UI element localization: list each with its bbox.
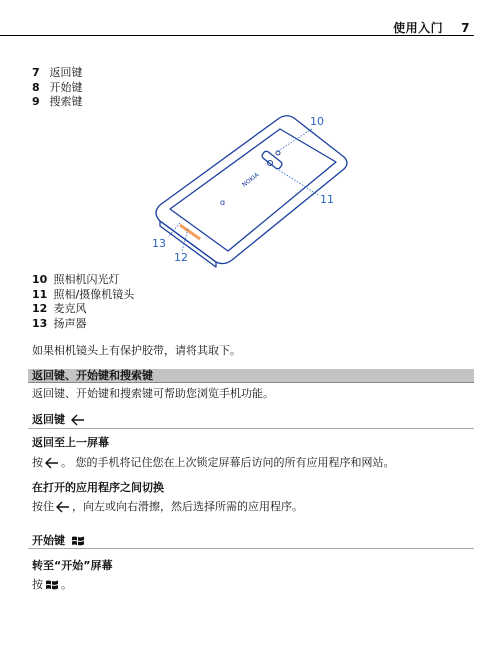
- back-key-heading-text: 返回键: [32, 413, 65, 426]
- item-number: 7: [32, 66, 40, 79]
- item-number: 10: [32, 273, 48, 286]
- leader-11: [274, 167, 318, 195]
- switch-apps-title: 在打开的应用程序之间切换: [32, 481, 164, 494]
- phone-back-panel: [170, 129, 336, 251]
- back-arrow-icon: [56, 501, 70, 513]
- header-title: 使用入门: [393, 21, 444, 35]
- go-start-desc: 。: [61, 578, 72, 591]
- back-key-rule: [28, 428, 474, 429]
- item-number: 12: [32, 302, 48, 315]
- item-label: 开始键: [49, 80, 83, 94]
- press-label: 按: [32, 578, 43, 591]
- item-number: 9: [32, 95, 40, 108]
- section-title: 返回键、开始键和搜索键: [32, 369, 153, 382]
- back-prev-title: 返回至上一屏幕: [32, 436, 109, 449]
- back-prev-desc: 。 您的手机将记住您在上次锁定屏幕后访问的所有应用程序和网站。: [61, 456, 395, 469]
- start-key-rule: [28, 548, 474, 549]
- camera-flash-dot: [276, 151, 280, 155]
- section-intro: 返回键、开始键和搜索键可帮助您浏览手机功能。: [32, 387, 274, 400]
- go-start-title: 转至“开始”屏幕: [32, 559, 113, 572]
- header-rule: [0, 35, 474, 36]
- callout-13: 13: [152, 237, 166, 250]
- list-item: [32, 273, 134, 288]
- item-label: 照相机闪光灯: [53, 273, 120, 286]
- callout-12: 12: [174, 251, 188, 264]
- item-number: 8: [32, 80, 40, 94]
- phone-back-diagram: [140, 105, 360, 275]
- list-item: [32, 302, 134, 317]
- list-item: [32, 66, 83, 81]
- item-label: 照相/摄像机镜头: [53, 287, 135, 301]
- callout-10: 10: [310, 115, 324, 128]
- brand-mark: ɑ: [220, 198, 226, 207]
- keys-list: [32, 66, 83, 110]
- back-prev-text: [32, 456, 395, 470]
- back-arrow-icon: [71, 414, 85, 426]
- go-start-text: [32, 578, 72, 592]
- phone-edge: [160, 221, 216, 267]
- item-label: 麦克风: [53, 302, 87, 315]
- list-item: [32, 288, 134, 303]
- protect-note: 如果相机镜头上有保护胶带，请将其取下。: [32, 344, 241, 357]
- back-key-heading: [32, 413, 87, 427]
- item-number: 11: [32, 287, 48, 301]
- leader-10: [278, 129, 312, 151]
- list-item: [32, 95, 83, 110]
- switch-apps-desc: ，向左或向右滑擦，然后选择所需的应用程序。: [72, 500, 303, 513]
- page-header: [393, 19, 470, 36]
- windows-logo-icon: [71, 535, 85, 547]
- start-key-heading-text: 开始键: [32, 534, 65, 547]
- nokia-logo: NOKIA: [240, 171, 261, 189]
- camera-list: [32, 273, 134, 331]
- list-item: [32, 317, 134, 332]
- start-key-heading: [32, 534, 87, 548]
- page-number: 7: [461, 21, 470, 35]
- windows-logo-icon: [45, 579, 59, 591]
- item-label: 返回键: [49, 66, 83, 79]
- speaker-grille: [180, 225, 200, 239]
- item-label: 扬声器: [53, 316, 87, 330]
- list-item: [32, 81, 83, 96]
- item-number: 13: [32, 316, 48, 330]
- hold-label: 按住: [32, 500, 54, 513]
- back-arrow-icon: [45, 457, 59, 469]
- press-label: 按: [32, 456, 43, 469]
- switch-apps-text: [32, 500, 303, 514]
- item-label: 搜索键: [49, 95, 83, 108]
- callout-11: 11: [320, 193, 334, 206]
